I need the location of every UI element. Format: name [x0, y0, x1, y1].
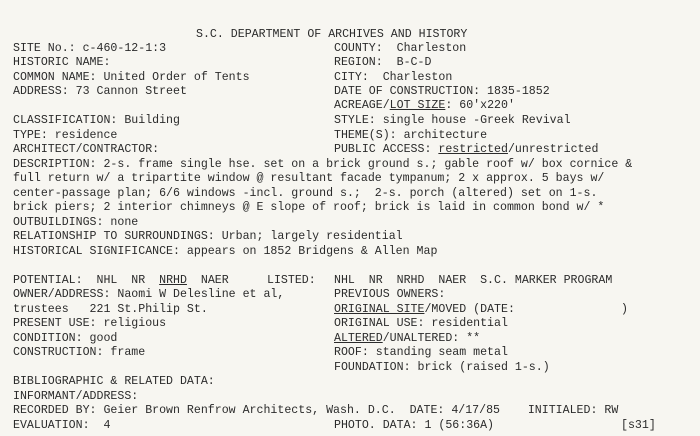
style: STYLE: single house -Greek Revival — [334, 114, 571, 127]
city: CITY: Charleston — [334, 71, 453, 84]
owner-address: OWNER/ADDRESS: Naomi W Delesline et al, — [13, 288, 285, 301]
original-site-moved — [334, 303, 515, 317]
present-use: PRESENT USE: religious — [13, 317, 167, 330]
recorded-by: RECORDED BY: Geier Brown Renfrow Architects, Wash. D.C. DATE: 4/17/85 INITIALED: RW — [13, 404, 619, 417]
type: TYPE: residence — [13, 129, 118, 142]
roof: ROOF: standing seam metal — [334, 346, 508, 359]
altered: ALTERED — [334, 332, 383, 345]
classification: CLASSIFICATION: Building — [13, 114, 180, 127]
condition: CONDITION: good — [13, 332, 118, 345]
common-name: COMMON NAME: United Order of Tents — [13, 71, 250, 84]
previous-owners: PREVIOUS OWNERS: — [334, 288, 446, 301]
listed-items: NHL NR NRHD NAER S.C. MARKER PROGRAM — [334, 274, 613, 287]
evaluation: EVALUATION: 4 — [13, 419, 111, 432]
themes: THEME(S): architecture — [334, 129, 488, 142]
description-line: DESCRIPTION: 2-s. frame single hse. set on a brick ground s.; gable roof w/ box cornice & — [13, 158, 633, 171]
photo-data: PHOTO. DATA: 1 (56:36A) — [334, 419, 495, 432]
date-of-construction: DATE OF CONSTRUCTION: 1835-1852 — [334, 85, 550, 98]
unaltered: /UNALTERED: ** — [382, 332, 481, 345]
potential-nrhd: NRHD — [159, 274, 187, 287]
moved-date-close: ) — [621, 303, 628, 316]
potential-naer: NAER — [186, 274, 229, 287]
acreage-lot-size — [334, 99, 515, 113]
slide-tag: [s31] — [621, 419, 656, 432]
form-header: S.C. DEPARTMENT OF ARCHIVES AND HISTORY — [196, 28, 468, 41]
county: COUNTY: Charleston — [334, 42, 467, 55]
informant-address: INFORMANT/ADDRESS: — [13, 390, 139, 403]
potential — [13, 274, 229, 288]
lot-size-label: LOT SIZE — [389, 99, 446, 112]
owner-address-line2: trustees 221 St.Philip St. — [13, 303, 208, 316]
original-use: ORIGINAL USE: residential — [334, 317, 508, 330]
description-line: brick piers; 2 interior chimneys @ E slope of roof; brick is laid in common bond w/ * — [13, 201, 605, 214]
listed-label: LISTED: — [267, 274, 316, 287]
relationship-to-surroundings: RELATIONSHIP TO SURROUNDINGS: Urban; largely residential — [13, 230, 403, 243]
public-access — [334, 143, 598, 157]
potential-label: POTENTIAL: NHL NR — [13, 274, 160, 287]
region: REGION: B-C-D — [334, 56, 432, 69]
acreage-label: ACREAGE/ — [334, 99, 390, 112]
description-line: full return w/ a tripartite window @ resultant facade tympanum; 2 x approx. 5 bays w/ — [13, 172, 605, 185]
public-access-label: PUBLIC ACCESS: — [334, 143, 439, 156]
public-access-unrestricted: /unrestricted — [507, 143, 599, 156]
site-number: SITE No.: c-460-12-1:3 — [13, 42, 167, 55]
description-line: center-passage plan; 6/6 windows -incl. ground s.; 2-s. porch (altered) set on 1-s. — [13, 187, 598, 200]
historical-significance: HISTORICAL SIGNIFICANCE: appears on 1852 Bridgens & Allen Map — [13, 245, 438, 258]
altered-unaltered — [334, 332, 480, 346]
architect-contractor: ARCHITECT/CONTRACTOR: — [13, 143, 160, 156]
bibliographic-data: BIBLIOGRAPHIC & RELATED DATA: — [13, 375, 215, 388]
historic-name: HISTORIC NAME: — [13, 56, 111, 69]
outbuildings: OUTBUILDINGS: none — [13, 216, 139, 229]
address: ADDRESS: 73 Cannon Street — [13, 85, 187, 98]
construction: CONSTRUCTION: frame — [13, 346, 146, 359]
foundation: FOUNDATION: brick (raised 1-s.) — [334, 361, 550, 374]
original-site: ORIGINAL SITE — [334, 303, 425, 316]
moved-date: /MOVED (DATE: — [424, 303, 515, 316]
public-access-restricted: restricted — [438, 143, 508, 156]
acreage-value: : 60'x220' — [445, 99, 515, 112]
